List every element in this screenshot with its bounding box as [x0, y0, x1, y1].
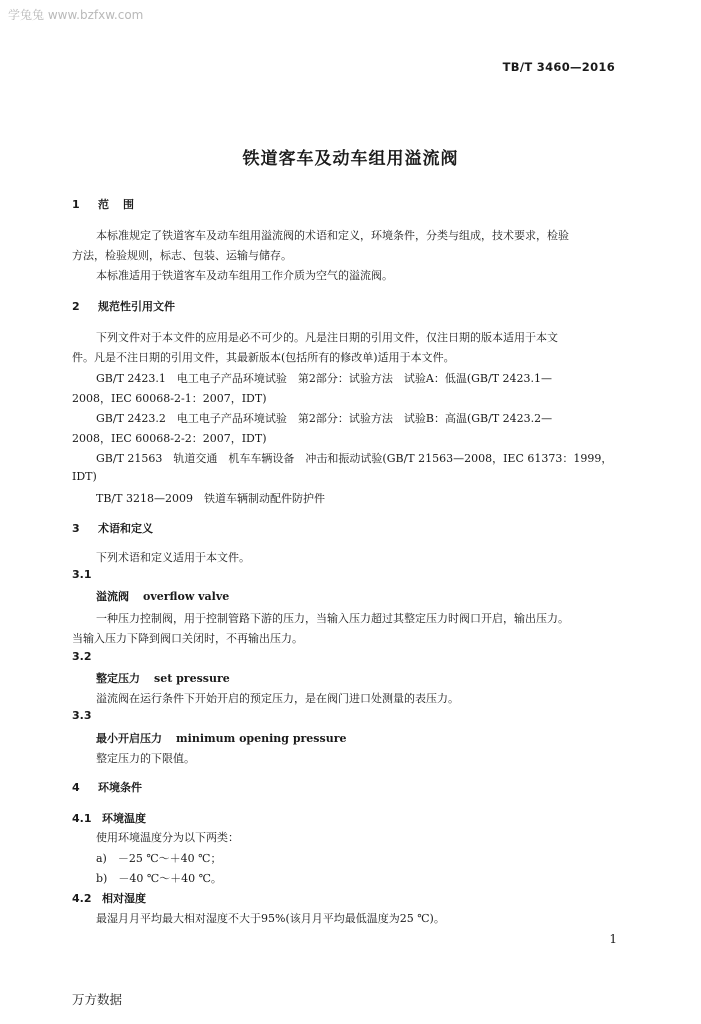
definition-line: 溢流阀在运行条件下开始开启的预定压力，是在阀门进口处测量的表压力。	[96, 692, 459, 705]
term-entry	[96, 670, 230, 686]
section-title: 范围	[98, 198, 148, 211]
paragraph-line: 下列术语和定义适用于本文件。	[96, 551, 250, 564]
list-item: a) －25 ℃～＋40 ℃；	[96, 852, 222, 865]
term-number: 3.2	[72, 650, 92, 663]
page-number: 1	[609, 932, 617, 946]
term-entry	[96, 730, 346, 746]
section-title: 规范性引用文件	[98, 300, 175, 313]
section-number: 3	[72, 522, 80, 535]
term-zh: 最小开启压力	[96, 732, 162, 745]
document-title: 铁道客车及动车组用溢流阀	[242, 149, 459, 169]
reference-line: IDT)	[72, 470, 97, 483]
standard-number: TB/T 3460—2016	[502, 60, 615, 74]
paragraph-line: 件。凡是不注日期的引用文件，其最新版本(包括所有的修改单)适用于本文件。	[72, 351, 455, 364]
paragraph-line: 使用环境温度分为以下两类：	[96, 831, 239, 844]
section-title: 术语和定义	[98, 522, 153, 535]
term-en: minimum opening pressure	[176, 732, 347, 745]
watermark: 学兔兔 www.bzfxw.com	[8, 8, 144, 22]
paragraph-line: 本标准规定了铁道客车及动车组用溢流阀的术语和定义，环境条件，分类与组成，技术要求，检验	[96, 229, 569, 242]
paragraph-line: 最湿月月平均最大相对湿度不大于95%(该月月平均最低温度为25 ℃)。	[96, 912, 445, 925]
subsection-title: 相对湿度	[102, 892, 146, 905]
reference-line: 2008，IEC 60068-2-2：2007，IDT)	[72, 432, 267, 445]
paragraph-line: 方法，检验规则，标志、包装、运输与储存。	[72, 249, 292, 262]
subsection-number: 4.2	[72, 892, 92, 905]
definition-line: 一种压力控制阀，用于控制管路下游的压力，当输入压力超过其整定压力时阀口开启，输出压力。	[96, 612, 569, 625]
term-number: 3.3	[72, 709, 92, 722]
term-en: set pressure	[154, 672, 230, 685]
reference-line: GB/T 21563 轨道交通 机车车辆设备 冲击和振动试验(GB/T 21563—2008，IEC 61373：1999，	[96, 452, 613, 465]
reference-line: GB/T 2423.2 电工电子产品环境试验 第2部分：试验方法 试验B：高温(GB/T 2423.2—	[96, 412, 553, 425]
definition-line: 整定压力的下限值。	[96, 752, 195, 765]
reference-line: TB/T 3218—2009 铁道车辆制动配件防护件	[96, 492, 325, 505]
subsection-4-2-heading	[72, 890, 146, 906]
subsection-number: 4.1	[72, 812, 92, 825]
section-number: 1	[72, 198, 80, 211]
reference-line: GB/T 2423.1 电工电子产品环境试验 第2部分：试验方法 试验A：低温(GB/T 2423.1—	[96, 372, 553, 385]
definition-line: 当输入压力下降到阀口关闭时，不再输出压力。	[72, 632, 303, 645]
section-number: 4	[72, 781, 80, 794]
list-item: b) －40 ℃～＋40 ℃。	[96, 872, 222, 885]
footer-source: 万方数据	[72, 992, 123, 1007]
paragraph-line: 下列文件对于本文件的应用是必不可少的。凡是注日期的引用文件，仅注日期的版本适用于本文	[96, 331, 558, 344]
term-zh: 溢流阀	[96, 590, 129, 603]
section-1-heading	[72, 196, 148, 212]
subsection-4-1-heading	[72, 810, 146, 826]
subsection-title: 环境温度	[102, 812, 146, 825]
term-en: overflow valve	[143, 590, 230, 603]
reference-line: 2008，IEC 60068-2-1：2007，IDT)	[72, 392, 267, 405]
paragraph-line: 本标准适用于铁道客车及动车组用工作介质为空气的溢流阀。	[96, 269, 393, 282]
term-entry	[96, 588, 229, 604]
term-number: 3.1	[72, 568, 92, 581]
section-3-heading	[72, 520, 153, 536]
section-title: 环境条件	[98, 781, 142, 794]
term-zh: 整定压力	[96, 672, 140, 685]
section-2-heading	[72, 298, 175, 314]
section-number: 2	[72, 300, 80, 313]
section-4-heading	[72, 779, 142, 795]
